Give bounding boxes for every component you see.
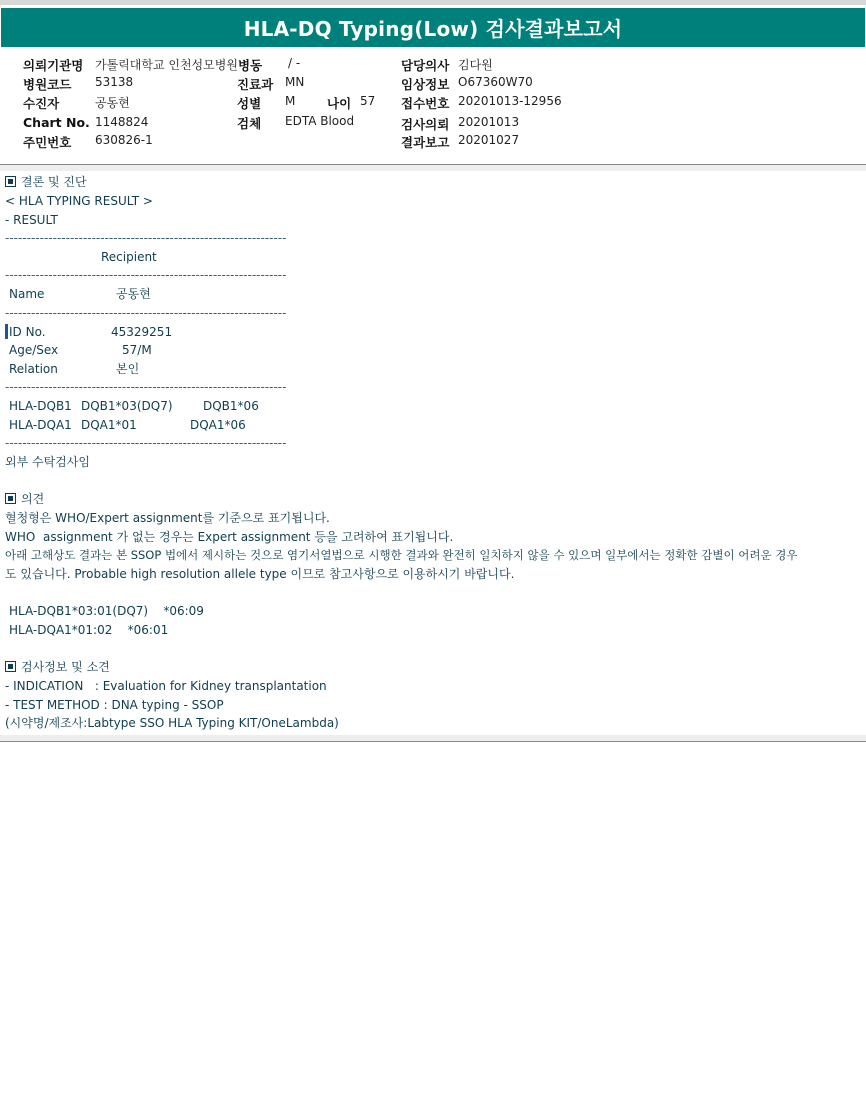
institution-value: 가톨릭대학교 인천성모병원 xyxy=(95,58,238,72)
result-heading: - RESULT xyxy=(5,213,58,227)
report-date-value: 20201027 xyxy=(458,133,520,147)
dept-value: MN xyxy=(285,75,305,89)
section-test-info-title: 검사정보 및 소견 xyxy=(21,660,110,674)
name-label: Name xyxy=(9,287,45,301)
hospital-code-value: 53138 xyxy=(95,75,134,89)
hospital-code-label: 병원코드 xyxy=(23,77,72,92)
age-value: 57 xyxy=(360,94,376,108)
specimen-label: 검체 xyxy=(237,116,262,131)
dqb1-allele-1: DQB1*03(DQ7) xyxy=(81,399,173,413)
high-res-dqb1: HLA-DQB1*03:01(DQ7) *06:09 xyxy=(9,604,204,618)
sex-label: 성별 xyxy=(237,96,262,111)
section-opinion-title: 의견 xyxy=(21,492,45,506)
opinion-line-1: 혈청형은 WHO/Expert assignment를 기준으로 표기됩니다. xyxy=(5,511,330,525)
resident-no-label: 주민번호 xyxy=(23,135,72,150)
footer-divider xyxy=(0,741,866,742)
section-opinion-heading xyxy=(5,491,44,507)
receipt-no-label: 접수번호 xyxy=(401,96,450,111)
header-band xyxy=(0,165,866,171)
text-cursor-marker xyxy=(5,324,8,339)
sex-value: M xyxy=(285,94,296,108)
name-value: 공동현 xyxy=(116,287,151,301)
agesex-value: 57/M xyxy=(122,343,152,357)
request-value: 20201013 xyxy=(458,115,520,129)
top-border xyxy=(0,0,866,5)
section-conclusion-heading xyxy=(5,174,87,190)
divider-line: ----------------------------------------------------------------- xyxy=(5,380,287,394)
dqa1-allele-2: DQA1*06 xyxy=(190,418,246,432)
external-test-note: 외부 수탁검사임 xyxy=(5,455,90,469)
chart-no-label: Chart No. xyxy=(23,115,90,130)
dept-label: 진료과 xyxy=(237,77,274,92)
section-test-info-heading xyxy=(5,659,110,675)
age-label: 나이 xyxy=(327,96,352,111)
recipient-column-header: Recipient xyxy=(101,250,157,264)
institution-label: 의뢰기관명 xyxy=(23,58,84,73)
relation-value: 본인 xyxy=(116,362,140,376)
dqb1-locus: HLA-DQB1 xyxy=(9,399,72,413)
clinical-info-label: 임상정보 xyxy=(401,77,450,92)
report-title-bar xyxy=(1,8,865,47)
specimen-value: EDTA Blood xyxy=(285,114,355,128)
report-date-label: 결과보고 xyxy=(401,135,450,150)
ward-label: 병동 xyxy=(238,58,263,73)
chart-no-value: 1148824 xyxy=(95,115,149,129)
recipient-label: 수진자 xyxy=(23,96,60,111)
opinion-line-2: WHO assignment 가 없는 경우는 Expert assignment 등을 고려하여 표기됩니다. xyxy=(5,530,454,544)
divider-line: ----------------------------------------------------------------- xyxy=(5,231,287,245)
square-bullet-icon xyxy=(5,176,16,187)
receipt-no-value: 20201013-12956 xyxy=(458,94,562,108)
clinical-info-value: O67360W70 xyxy=(458,75,533,89)
doctor-value: 김다원 xyxy=(458,58,493,72)
opinion-line-3: 아래 고해상도 결과는 본 SSOP 법에서 제시하는 것으로 염기서열법으로 시행한 결과와 완전히 일치하지 않을 수 있으며 일부에서는 정확한 감별이 어려운 경우 xyxy=(5,548,798,562)
id-row xyxy=(5,324,46,340)
opinion-line-4: 도 있습니다. Probable high resolution allele type 이므로 참고사항으로 이용하시기 바랍니다. xyxy=(5,567,515,581)
id-value: 45329251 xyxy=(111,325,173,339)
relation-label: Relation xyxy=(9,362,58,376)
divider-line: ----------------------------------------------------------------- xyxy=(5,268,287,282)
indication-line: - INDICATION : Evaluation for Kidney transplantation xyxy=(5,679,327,693)
report-header xyxy=(0,56,866,156)
ward-value: / - xyxy=(288,56,301,70)
dqb1-allele-2: DQB1*06 xyxy=(203,399,259,413)
dqa1-locus: HLA-DQA1 xyxy=(9,418,72,432)
high-res-dqa1: HLA-DQA1*01:02 *06:01 xyxy=(9,623,169,637)
square-bullet-icon xyxy=(5,493,16,504)
request-label: 검사의뢰 xyxy=(401,117,450,132)
test-method-line: - TEST METHOD : DNA typing - SSOP xyxy=(5,698,224,712)
resident-no-value: 630826-1 xyxy=(95,133,153,147)
divider-line: ----------------------------------------------------------------- xyxy=(5,436,287,450)
reagent-line: (시약명/제조사:Labtype SSO HLA Typing KIT/OneLambda) xyxy=(5,716,339,730)
section-conclusion-title: 결론 및 진단 xyxy=(21,175,87,189)
id-label: ID No. xyxy=(9,325,46,339)
doctor-label: 담당의사 xyxy=(401,58,450,73)
dqa1-allele-1: DQA1*01 xyxy=(81,418,137,432)
recipient-value: 공동현 xyxy=(95,96,130,110)
divider-line: ----------------------------------------------------------------- xyxy=(5,306,287,320)
square-bullet-icon xyxy=(5,661,16,672)
report-title: HLA-DQ Typing(Low) 검사결과보고서 xyxy=(243,17,623,41)
agesex-label: Age/Sex xyxy=(9,343,59,357)
typing-result-heading: < HLA TYPING RESULT > xyxy=(5,194,153,208)
